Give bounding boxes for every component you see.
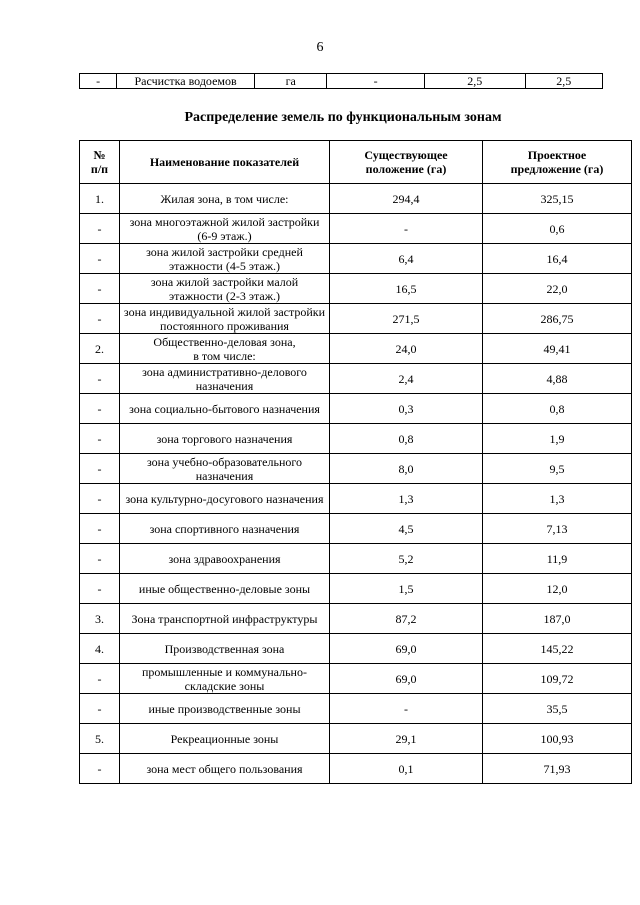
cell-projected: 4,88 bbox=[483, 364, 632, 394]
cell-no: - bbox=[80, 304, 120, 334]
cell-no: - bbox=[80, 454, 120, 484]
cell-projected: 187,0 bbox=[483, 604, 632, 634]
table-row bbox=[80, 724, 632, 754]
header-no: № п/п bbox=[80, 141, 120, 184]
table-row bbox=[80, 74, 603, 89]
cell-no: - bbox=[80, 484, 120, 514]
cell-name: зона административно-делового назначения bbox=[120, 364, 330, 394]
cell-projected: 286,75 bbox=[483, 304, 632, 334]
cell-existing: 294,4 bbox=[330, 184, 483, 214]
cell-name: Расчистка водоемов bbox=[117, 74, 255, 89]
land-distribution-table bbox=[79, 140, 632, 784]
table-row bbox=[80, 454, 632, 484]
table-row bbox=[80, 334, 632, 364]
table-row bbox=[80, 544, 632, 574]
cell-name: Рекреационные зоны bbox=[120, 724, 330, 754]
cell-name: зона индивидуальной жилой застройки постоянного проживания bbox=[120, 304, 330, 334]
cell-existing: 271,5 bbox=[330, 304, 483, 334]
cell-name: Жилая зона, в том числе: bbox=[120, 184, 330, 214]
cell-existing: 69,0 bbox=[330, 634, 483, 664]
cell-name: зона спортивного назначения bbox=[120, 514, 330, 544]
cell-name: зона многоэтажной жилой застройки (6-9 этаж.) bbox=[120, 214, 330, 244]
cell-existing: 16,5 bbox=[330, 274, 483, 304]
cell-no: - bbox=[80, 364, 120, 394]
cell-name: Производственная зона bbox=[120, 634, 330, 664]
page-number: 6 bbox=[316, 40, 324, 55]
cell-projected: 22,0 bbox=[483, 274, 632, 304]
cell-existing: - bbox=[330, 214, 483, 244]
cell-projected: 1,9 bbox=[483, 424, 632, 454]
cell-unit: га bbox=[254, 74, 326, 89]
cell-existing: 24,0 bbox=[330, 334, 483, 364]
cell-projected: 0,6 bbox=[483, 214, 632, 244]
cell-existing: 5,2 bbox=[330, 544, 483, 574]
cell-name: Зона транспортной инфраструктуры bbox=[120, 604, 330, 634]
table-header-row bbox=[80, 141, 632, 184]
cell-value-2: 2,5 bbox=[424, 74, 525, 89]
cell-name: иные производственные зоны bbox=[120, 694, 330, 724]
cell-projected: 16,4 bbox=[483, 244, 632, 274]
cell-name: иные общественно-деловые зоны bbox=[120, 574, 330, 604]
table-row bbox=[80, 304, 632, 334]
table-row bbox=[80, 604, 632, 634]
cell-existing: 1,3 bbox=[330, 484, 483, 514]
cell-existing: 0,3 bbox=[330, 394, 483, 424]
cell-value-1: - bbox=[327, 74, 425, 89]
table-row bbox=[80, 574, 632, 604]
cell-no: - bbox=[80, 424, 120, 454]
cell-projected: 35,5 bbox=[483, 694, 632, 724]
table-row bbox=[80, 394, 632, 424]
cell-existing: 69,0 bbox=[330, 664, 483, 694]
header-projected: Проектное предложение (га) bbox=[483, 141, 632, 184]
cell-name: зона культурно-досугового назначения bbox=[120, 484, 330, 514]
cell-existing: 8,0 bbox=[330, 454, 483, 484]
cell-no: - bbox=[80, 664, 120, 694]
cell-projected: 71,93 bbox=[483, 754, 632, 784]
cell-projected: 7,13 bbox=[483, 514, 632, 544]
table-row bbox=[80, 364, 632, 394]
cell-no: - bbox=[80, 694, 120, 724]
table-row bbox=[80, 754, 632, 784]
cell-no: - bbox=[80, 274, 120, 304]
cell-no: - bbox=[80, 754, 120, 784]
cell-name: промышленные и коммунально-складские зоны bbox=[120, 664, 330, 694]
section-title: Распределение земель по функциональным зонам bbox=[184, 110, 502, 125]
table-row bbox=[80, 484, 632, 514]
cell-projected: 9,5 bbox=[483, 454, 632, 484]
cell-projected: 11,9 bbox=[483, 544, 632, 574]
cell-no: 2. bbox=[80, 334, 120, 364]
cell-value-3: 2,5 bbox=[525, 74, 603, 89]
cell-no: 4. bbox=[80, 634, 120, 664]
cell-name: зона здравоохранения bbox=[120, 544, 330, 574]
table-row bbox=[80, 514, 632, 544]
cell-projected: 12,0 bbox=[483, 574, 632, 604]
cell-no: - bbox=[80, 574, 120, 604]
cell-existing: 6,4 bbox=[330, 244, 483, 274]
table-row bbox=[80, 214, 632, 244]
continuation-table bbox=[79, 73, 603, 89]
cell-existing: - bbox=[330, 694, 483, 724]
cell-projected: 49,41 bbox=[483, 334, 632, 364]
table-row bbox=[80, 634, 632, 664]
cell-existing: 0,1 bbox=[330, 754, 483, 784]
cell-projected: 100,93 bbox=[483, 724, 632, 754]
cell-no: 5. bbox=[80, 724, 120, 754]
cell-name: зона учебно-образовательного назначения bbox=[120, 454, 330, 484]
cell-existing: 1,5 bbox=[330, 574, 483, 604]
cell-no: - bbox=[80, 394, 120, 424]
cell-no: 1. bbox=[80, 184, 120, 214]
header-existing: Существующее положение (га) bbox=[330, 141, 483, 184]
cell-name: зона торгового назначения bbox=[120, 424, 330, 454]
cell-existing: 4,5 bbox=[330, 514, 483, 544]
cell-no: - bbox=[80, 214, 120, 244]
cell-no: - bbox=[80, 514, 120, 544]
cell-existing: 2,4 bbox=[330, 364, 483, 394]
cell-name: зона жилой застройки малой этажности (2-3 этаж.) bbox=[120, 274, 330, 304]
table-row bbox=[80, 274, 632, 304]
cell-projected: 1,3 bbox=[483, 484, 632, 514]
cell-name: зона мест общего пользования bbox=[120, 754, 330, 784]
cell-projected: 109,72 bbox=[483, 664, 632, 694]
cell-projected: 0,8 bbox=[483, 394, 632, 424]
cell-name: зона социально-бытового назначения bbox=[120, 394, 330, 424]
table-row bbox=[80, 184, 632, 214]
table-row bbox=[80, 694, 632, 724]
cell-name: Общественно-деловая зона, в том числе: bbox=[120, 334, 330, 364]
cell-name: зона жилой застройки средней этажности (4-5 этаж.) bbox=[120, 244, 330, 274]
cell-existing: 0,8 bbox=[330, 424, 483, 454]
cell-no: - bbox=[80, 74, 117, 89]
cell-existing: 87,2 bbox=[330, 604, 483, 634]
header-name: Наименование показателей bbox=[120, 141, 330, 184]
cell-existing: 29,1 bbox=[330, 724, 483, 754]
table-row bbox=[80, 244, 632, 274]
table-row bbox=[80, 424, 632, 454]
cell-no: - bbox=[80, 244, 120, 274]
cell-no: - bbox=[80, 544, 120, 574]
cell-projected: 145,22 bbox=[483, 634, 632, 664]
cell-projected: 325,15 bbox=[483, 184, 632, 214]
cell-no: 3. bbox=[80, 604, 120, 634]
table-row bbox=[80, 664, 632, 694]
